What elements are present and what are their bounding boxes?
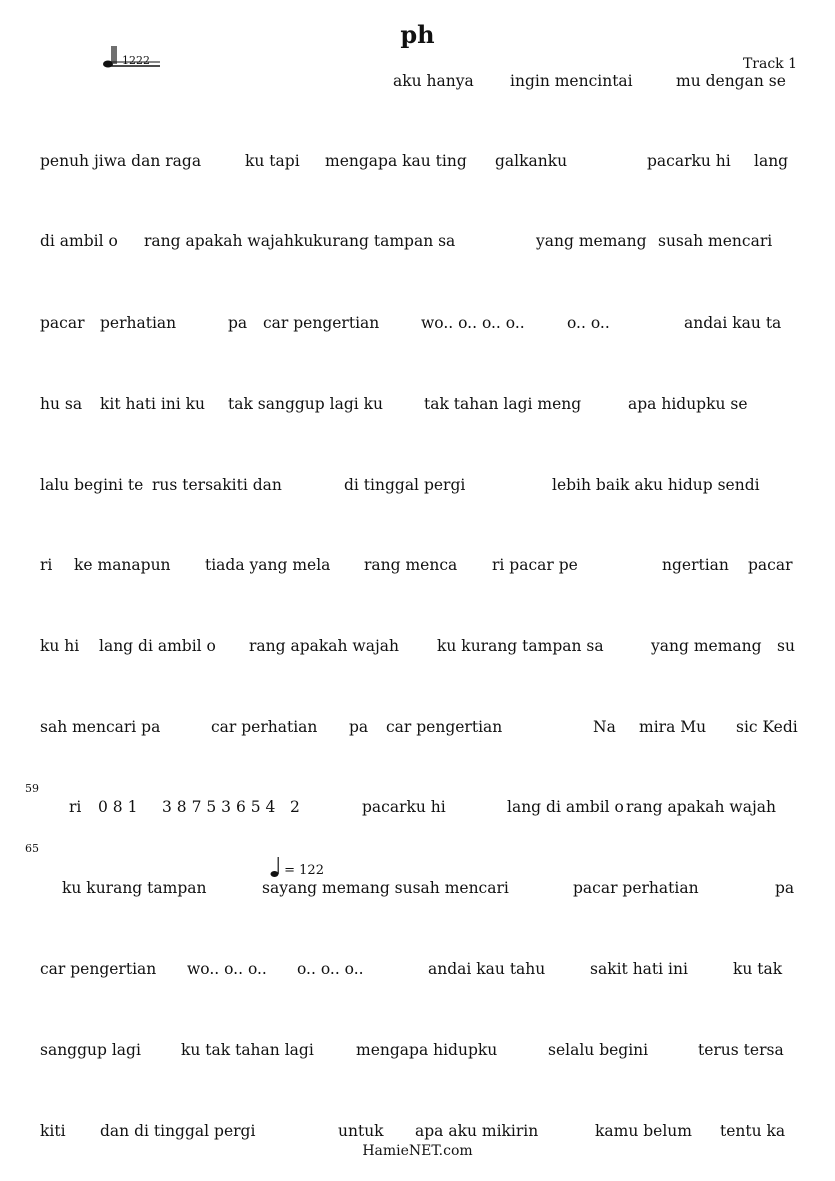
lyric-line	[40, 476, 796, 500]
lyric-syllable: ingin mencintai	[510, 72, 633, 90]
lyric-syllable: untuk	[338, 1122, 384, 1140]
lyric-syllable: ku kurang tampan	[62, 879, 207, 897]
lyric-line	[40, 314, 796, 338]
lyric-syllable: pacar	[748, 556, 793, 574]
lyric-syllable: sakit hati ini	[590, 960, 688, 978]
lyric-syllable: lebih baik aku hidup sendi	[552, 476, 760, 494]
lyric-syllable: ku hi	[40, 637, 80, 655]
quarter-note-icon	[270, 856, 280, 878]
lyric-syllable: dan di tinggal pergi	[100, 1122, 256, 1140]
lyric-syllable: pacar perhatian	[573, 879, 699, 897]
lyric-syllable: tak tahan lagi meng	[424, 395, 582, 413]
lyric-syllable: rus tersakiti dan	[152, 476, 282, 494]
lyric-syllable: Na	[593, 718, 616, 736]
lyric-syllable: pa	[228, 314, 248, 332]
footer-site: HamieNET.com	[362, 1143, 473, 1159]
lyric-syllable: tiada yang mela	[205, 556, 331, 574]
lyric-line	[40, 395, 796, 419]
lyric-syllable: tentu ka	[720, 1122, 786, 1140]
lyric-syllable: ri pacar pe	[492, 556, 578, 574]
lyric-syllable: galkanku	[495, 152, 568, 170]
lyric-syllable: yang memang	[536, 232, 647, 250]
lyric-syllable: wo.. o.. o.. o..	[421, 314, 525, 332]
lyric-line	[40, 1041, 796, 1065]
lyric-syllable: tak sanggup lagi ku	[228, 395, 384, 413]
lyric-syllable: o.. o.. o..	[297, 960, 364, 978]
lyric-syllable: wo.. o.. o..	[187, 960, 267, 978]
lyric-syllable: kiti	[40, 1122, 66, 1140]
lyric-syllable: mira Mu	[639, 718, 707, 736]
lyric-syllable: ke manapun	[74, 556, 171, 574]
lyric-syllable: di ambil o	[40, 232, 118, 250]
lyric-syllable: su	[777, 637, 795, 655]
lyric-syllable: mengapa kau ting	[325, 152, 467, 170]
lyric-syllable: mengapa hidupku	[356, 1041, 498, 1059]
lyric-syllable: mu dengan se	[676, 72, 786, 90]
lyric-syllable: ri	[40, 556, 53, 574]
lyric-syllable: di tinggal pergi	[344, 476, 466, 494]
lyric-syllable: car pengertian	[40, 960, 157, 978]
lyric-syllable: car pengertian	[386, 718, 503, 736]
lyric-syllable: perhatian	[100, 314, 177, 332]
tempo-value: = 122	[284, 863, 324, 878]
lyric-line	[40, 960, 796, 984]
lyric-syllable: yang memang	[651, 637, 762, 655]
lyric-syllable: rang apakah wajah	[249, 637, 399, 655]
lyric-syllable: pacar	[40, 314, 85, 332]
measure-number: 59	[25, 782, 39, 795]
tempo-inline	[270, 856, 324, 878]
lyric-syllable: rang apakah wajah	[626, 798, 776, 816]
lyric-syllable: pa	[349, 718, 369, 736]
lyric-line	[40, 798, 796, 822]
lyric-syllable: car pengertian	[263, 314, 380, 332]
lyric-syllable: kurang tampan sa	[313, 232, 456, 250]
lyric-syllable: o.. o..	[567, 314, 610, 332]
track-label: Track 1	[742, 56, 797, 72]
lyric-syllable: kamu belum	[595, 1122, 692, 1140]
lyric-syllable: ku tak	[733, 960, 783, 978]
lyric-syllable: 0 8 1	[98, 798, 138, 816]
lyric-syllable: sah mencari pa	[40, 718, 161, 736]
lyric-syllable: ku kurang tampan sa	[437, 637, 604, 655]
lyric-syllable: ku tak tahan lagi	[181, 1041, 314, 1059]
lyric-line	[40, 879, 796, 903]
lyric-syllable: pacarku hi	[647, 152, 731, 170]
lyric-syllable: susah mencari	[658, 232, 773, 250]
lyric-syllable: rang menca	[364, 556, 458, 574]
lyric-syllable: apa hidupku se	[628, 395, 748, 413]
lyric-syllable: ri	[69, 798, 82, 816]
lyric-syllable: pa	[775, 879, 795, 897]
lyric-line	[40, 232, 796, 256]
lyric-syllable: ngertian	[662, 556, 729, 574]
lyric-syllable: pacarku hi	[362, 798, 446, 816]
lyric-syllable: hu sa	[40, 395, 83, 413]
lyric-syllable: lang di ambil o	[507, 798, 624, 816]
lyric-syllable: kit hati ini ku	[100, 395, 206, 413]
lyric-syllable: aku hanya	[393, 72, 474, 90]
lyric-syllable: rang apakah wajahku	[144, 232, 314, 250]
lyric-line	[40, 637, 796, 661]
lyric-syllable: sic Kedi	[736, 718, 798, 736]
lyric-syllable: car perhatian	[211, 718, 318, 736]
lyric-syllable: lang	[754, 152, 789, 170]
measure-number: 65	[25, 842, 39, 855]
lyric-syllable: apa aku mikirin	[415, 1122, 539, 1140]
lyric-syllable: selalu begini	[548, 1041, 649, 1059]
lyric-syllable: lalu begini te	[40, 476, 144, 494]
lyric-syllable: andai kau tahu	[428, 960, 546, 978]
page-title: ph	[400, 20, 435, 49]
tempo-marking-icon	[100, 44, 164, 74]
lyric-syllable: andai kau ta	[684, 314, 782, 332]
lyric-syllable: lang di ambil o	[99, 637, 216, 655]
lyric-line	[40, 718, 796, 742]
lyric-line	[40, 72, 796, 96]
lyric-syllable: 2	[290, 798, 300, 816]
lyric-line	[40, 556, 796, 580]
lyric-syllable: 3 8 7 5 3 6 5 4	[162, 798, 276, 816]
svg-text:1222: 1222	[122, 54, 150, 67]
lyric-syllable: sayang memang susah mencari	[262, 879, 509, 897]
lyric-syllable: terus tersa	[698, 1041, 784, 1059]
lyric-syllable: sanggup lagi	[40, 1041, 141, 1059]
lyric-line	[40, 152, 796, 176]
lyric-syllable: penuh jiwa dan raga	[40, 152, 202, 170]
lyric-syllable: ku tapi	[245, 152, 300, 170]
